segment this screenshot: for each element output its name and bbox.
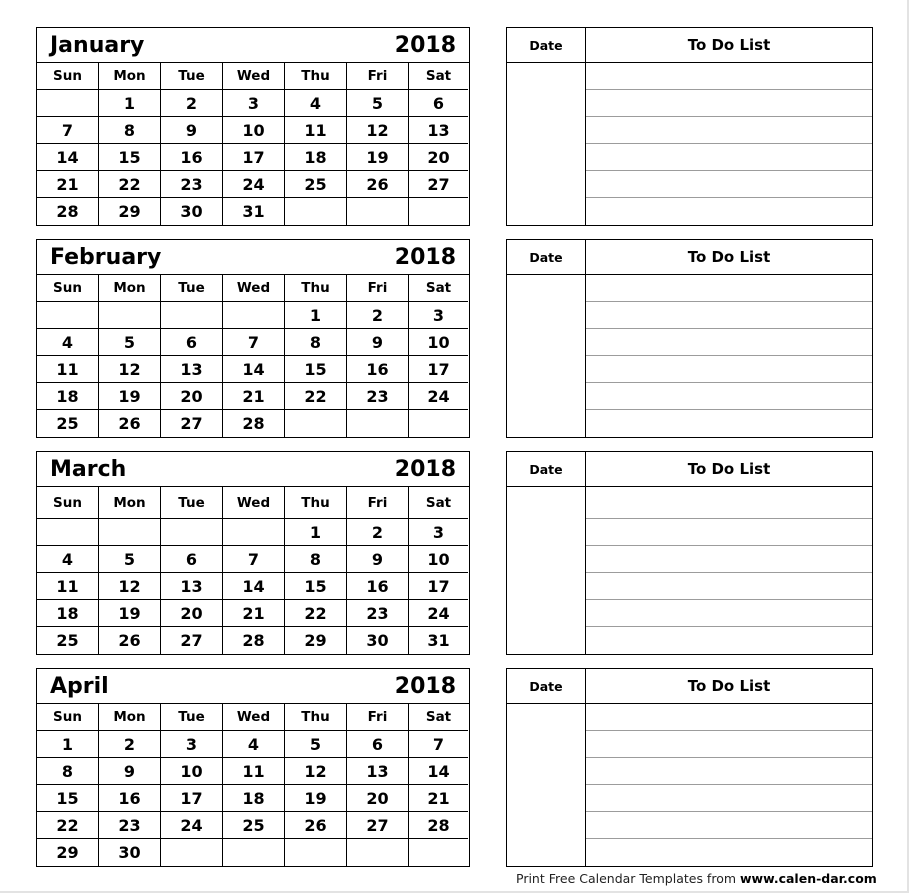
day-cell: 5 <box>99 329 161 356</box>
todo-body <box>507 704 872 866</box>
day-cell: 24 <box>223 171 285 198</box>
todo-row[interactable] <box>586 600 872 627</box>
day-cell: 14 <box>223 573 285 600</box>
day-cell: 22 <box>285 600 347 627</box>
month-year: 2018 <box>394 457 456 482</box>
todo-row[interactable] <box>586 573 872 600</box>
todo-row[interactable] <box>586 546 872 573</box>
todo-row[interactable] <box>586 519 872 546</box>
day-cell: 15 <box>285 573 347 600</box>
day-cell: 2 <box>347 519 409 546</box>
month-grid <box>37 704 469 866</box>
day-cell: 23 <box>99 812 161 839</box>
day-cell: 7 <box>409 731 468 758</box>
day-cell: 12 <box>347 117 409 144</box>
day-cell: 24 <box>409 383 468 410</box>
weekday-header: Fri <box>347 487 409 519</box>
todo-rows <box>586 487 872 654</box>
todo-date-header: Date <box>507 240 586 274</box>
day-cell: 24 <box>409 600 468 627</box>
day-cell: 20 <box>161 600 223 627</box>
day-cell: 28 <box>37 198 99 225</box>
empty-day-cell <box>347 839 409 866</box>
day-cell: 11 <box>37 573 99 600</box>
day-cell: 15 <box>37 785 99 812</box>
day-cell: 30 <box>99 839 161 866</box>
day-cell: 2 <box>161 90 223 117</box>
day-cell: 18 <box>223 785 285 812</box>
day-cell: 10 <box>409 329 468 356</box>
day-cell: 22 <box>37 812 99 839</box>
weekday-header: Sat <box>409 275 468 302</box>
day-cell: 27 <box>347 812 409 839</box>
day-cell: 21 <box>223 600 285 627</box>
day-cell: 5 <box>347 90 409 117</box>
day-cell: 7 <box>37 117 99 144</box>
empty-day-cell <box>347 198 409 225</box>
todo-row[interactable] <box>586 302 872 329</box>
day-cell: 9 <box>347 329 409 356</box>
todo-date-field[interactable] <box>507 487 586 654</box>
day-cell: 16 <box>347 573 409 600</box>
todo-row[interactable] <box>586 198 872 225</box>
weekday-header: Mon <box>99 63 161 90</box>
day-cell: 16 <box>347 356 409 383</box>
day-cell: 1 <box>285 519 347 546</box>
day-cell: 8 <box>99 117 161 144</box>
day-cell: 31 <box>427 631 450 650</box>
todo-row[interactable] <box>586 383 872 410</box>
todo-header <box>507 452 872 487</box>
month-name: April <box>50 674 109 699</box>
todo-table-march <box>506 451 873 655</box>
todo-row[interactable] <box>586 704 872 731</box>
month-header <box>37 669 469 704</box>
weekday-header: Sun <box>37 704 99 731</box>
day-cell: 26 <box>285 812 347 839</box>
day-cell: 18 <box>37 383 99 410</box>
day-cell: 24 <box>161 812 223 839</box>
day-cell: 11 <box>223 758 285 785</box>
footer-site-link[interactable]: www.calen-dar.com <box>740 871 877 886</box>
weekday-header: Sun <box>37 63 99 90</box>
day-cell: 10 <box>409 546 468 573</box>
day-cell: 1 <box>37 731 99 758</box>
weekday-header: Sat <box>409 704 468 731</box>
weekday-header: Sun <box>37 487 99 519</box>
month-year: 2018 <box>394 674 456 699</box>
weekday-header: Thu <box>285 704 347 731</box>
day-cell: 14 <box>37 144 99 171</box>
day-cell: 4 <box>37 329 99 356</box>
day-cell: 25 <box>37 410 99 437</box>
month-header <box>37 240 469 275</box>
day-cell: 17 <box>409 573 468 600</box>
todo-date-field[interactable] <box>507 275 586 437</box>
month-grid <box>37 275 469 437</box>
month-name: March <box>50 457 127 482</box>
day-cell: 5 <box>99 546 161 573</box>
weekday-header: Mon <box>99 704 161 731</box>
todo-row[interactable] <box>586 356 872 383</box>
weekday-header: Sat <box>409 63 468 90</box>
day-cell: 29 <box>99 198 161 225</box>
day-cell: 21 <box>409 785 468 812</box>
day-cell: 9 <box>347 546 409 573</box>
month-header <box>37 452 469 487</box>
todo-date-header: Date <box>507 669 586 703</box>
day-cell: 14 <box>223 356 285 383</box>
empty-day-cell <box>161 839 223 866</box>
todo-rows <box>586 704 872 866</box>
day-cell: 25 <box>37 627 99 654</box>
todo-row[interactable] <box>586 627 872 654</box>
day-cell: 19 <box>347 144 409 171</box>
day-cell: 26 <box>99 627 161 654</box>
day-cell: 10 <box>223 117 285 144</box>
day-cell: 9 <box>99 758 161 785</box>
day-cell: 11 <box>285 117 347 144</box>
day-cell: 3 <box>409 302 468 329</box>
day-cell: 12 <box>99 356 161 383</box>
empty-day-cell <box>409 839 468 866</box>
day-cell: 6 <box>347 731 409 758</box>
day-cell: 15 <box>99 144 161 171</box>
todo-table-february <box>506 239 873 438</box>
day-cell: 27 <box>161 627 223 654</box>
empty-day-cell <box>409 410 468 437</box>
weekday-header: Tue <box>161 487 223 519</box>
month-grid <box>37 63 469 225</box>
day-cell: 2 <box>347 302 409 329</box>
day-cell: 3 <box>161 731 223 758</box>
day-cell: 23 <box>161 171 223 198</box>
day-cell: 13 <box>347 758 409 785</box>
day-cell: 17 <box>223 144 285 171</box>
todo-header <box>507 669 872 704</box>
day-cell: 13 <box>161 573 223 600</box>
empty-day-cell <box>223 519 285 546</box>
day-cell: 6 <box>161 546 223 573</box>
weekday-header: Fri <box>347 704 409 731</box>
day-cell: 13 <box>409 117 468 144</box>
empty-day-cell <box>37 302 99 329</box>
empty-day-cell <box>285 198 347 225</box>
weekday-header: Thu <box>285 63 347 90</box>
day-cell: 28 <box>223 627 285 654</box>
day-cell: 18 <box>285 144 347 171</box>
weekday-header: Mon <box>99 487 161 519</box>
day-cell: 1 <box>285 302 347 329</box>
day-cell: 4 <box>223 731 285 758</box>
todo-table-january <box>506 27 873 226</box>
month-header <box>37 28 469 63</box>
day-cell: 1 <box>99 90 161 117</box>
day-cell: 4 <box>37 546 99 573</box>
day-cell: 9 <box>161 117 223 144</box>
empty-day-cell <box>37 90 99 117</box>
todo-row[interactable] <box>586 487 872 519</box>
todo-row[interactable] <box>586 812 872 839</box>
day-cell: 14 <box>409 758 468 785</box>
day-cell: 20 <box>347 785 409 812</box>
empty-day-cell <box>223 302 285 329</box>
empty-day-cell <box>99 302 161 329</box>
todo-date-field[interactable] <box>507 63 586 225</box>
day-cell: 12 <box>99 573 161 600</box>
day-cell: 28 <box>223 410 285 437</box>
day-cell: 21 <box>223 383 285 410</box>
day-cell: 29 <box>37 839 99 866</box>
todo-date-header: Date <box>507 452 586 486</box>
todo-body <box>507 63 872 225</box>
weekday-header: Wed <box>223 487 285 519</box>
todo-list-header: To Do List <box>687 460 771 478</box>
weekday-header: Tue <box>161 63 223 90</box>
day-cell: 22 <box>99 171 161 198</box>
empty-day-cell <box>161 519 223 546</box>
todo-table-april <box>506 668 873 867</box>
month-name: January <box>50 33 145 58</box>
empty-day-cell <box>223 839 285 866</box>
day-cell: 20 <box>161 383 223 410</box>
empty-day-cell <box>285 410 347 437</box>
todo-rows <box>586 63 872 225</box>
day-cell: 23 <box>347 383 409 410</box>
todo-row[interactable] <box>586 731 872 758</box>
weekday-header: Wed <box>223 275 285 302</box>
month-grid <box>37 487 469 654</box>
empty-day-cell <box>161 302 223 329</box>
day-cell: 26 <box>99 410 161 437</box>
todo-header <box>507 240 872 275</box>
weekday-header: Tue <box>161 275 223 302</box>
weekday-header: Fri <box>347 275 409 302</box>
day-cell: 6 <box>161 329 223 356</box>
todo-row[interactable] <box>586 275 872 302</box>
day-cell: 25 <box>223 812 285 839</box>
day-cell: 21 <box>37 171 99 198</box>
day-cell: 7 <box>223 546 285 573</box>
calendar-april <box>36 668 470 867</box>
todo-date-header: Date <box>507 28 586 62</box>
todo-row[interactable] <box>586 329 872 356</box>
todo-row[interactable] <box>586 90 872 117</box>
todo-list-header: To Do List <box>687 36 771 54</box>
todo-row[interactable] <box>586 144 872 171</box>
empty-day-cell <box>99 519 161 546</box>
day-cell: 16 <box>161 144 223 171</box>
day-cell: 17 <box>161 785 223 812</box>
day-cell: 19 <box>99 600 161 627</box>
todo-body <box>507 487 872 654</box>
todo-row[interactable] <box>586 117 872 144</box>
month-name: February <box>50 245 162 270</box>
todo-body <box>507 275 872 437</box>
day-cell: 13 <box>161 356 223 383</box>
todo-row[interactable] <box>586 758 872 785</box>
day-cell: 5 <box>285 731 347 758</box>
day-cell: 3 <box>223 90 285 117</box>
weekday-header: Wed <box>223 63 285 90</box>
weekday-header: Fri <box>347 63 409 90</box>
todo-row[interactable] <box>586 171 872 198</box>
empty-day-cell <box>37 519 99 546</box>
weekday-header: Thu <box>285 487 347 519</box>
day-cell: 30 <box>347 627 409 654</box>
day-cell: 8 <box>285 546 347 573</box>
weekday-header: Mon <box>99 275 161 302</box>
day-cell: 19 <box>99 383 161 410</box>
day-cell: 16 <box>99 785 161 812</box>
weekday-header: Thu <box>285 275 347 302</box>
footer-credit <box>516 871 877 886</box>
empty-day-cell <box>347 410 409 437</box>
todo-date-field[interactable] <box>507 704 586 866</box>
day-cell: 27 <box>409 171 468 198</box>
todo-row[interactable] <box>586 63 872 90</box>
day-cell: 27 <box>161 410 223 437</box>
day-cell: 18 <box>37 600 99 627</box>
day-cell: 19 <box>285 785 347 812</box>
day-cell: 8 <box>37 758 99 785</box>
todo-row[interactable] <box>586 785 872 812</box>
day-cell: 29 <box>285 627 347 654</box>
day-cell: 30 <box>161 198 223 225</box>
day-cell: 31 <box>223 198 285 225</box>
todo-header <box>507 28 872 63</box>
calendar-january <box>36 27 470 226</box>
weekday-header: Sun <box>37 275 99 302</box>
day-cell: 25 <box>285 171 347 198</box>
day-cell: 20 <box>409 144 468 171</box>
day-cell: 28 <box>409 812 468 839</box>
todo-rows <box>586 275 872 437</box>
todo-list-header: To Do List <box>687 677 771 695</box>
footer-prefix: Print Free Calendar Templates from <box>516 871 740 886</box>
empty-day-cell <box>285 839 347 866</box>
day-cell: 15 <box>285 356 347 383</box>
day-cell: 3 <box>409 519 468 546</box>
day-cell: 26 <box>347 171 409 198</box>
day-cell: 7 <box>223 329 285 356</box>
todo-row[interactable] <box>586 410 872 437</box>
day-cell: 22 <box>285 383 347 410</box>
todo-list-header: To Do List <box>687 248 771 266</box>
day-cell: 12 <box>285 758 347 785</box>
day-cell: 11 <box>37 356 99 383</box>
month-year: 2018 <box>394 245 456 270</box>
calendar-february <box>36 239 470 438</box>
day-cell: 4 <box>285 90 347 117</box>
day-cell: 8 <box>285 329 347 356</box>
day-cell: 23 <box>347 600 409 627</box>
day-cell: 6 <box>409 90 468 117</box>
month-year: 2018 <box>394 33 456 58</box>
calendar-march <box>36 451 470 655</box>
weekday-header: Sat <box>409 487 468 519</box>
empty-day-cell <box>409 198 468 225</box>
day-cell: 10 <box>161 758 223 785</box>
day-cell: 17 <box>409 356 468 383</box>
todo-row[interactable] <box>586 839 872 866</box>
weekday-header: Wed <box>223 704 285 731</box>
day-cell: 2 <box>99 731 161 758</box>
weekday-header: Tue <box>161 704 223 731</box>
